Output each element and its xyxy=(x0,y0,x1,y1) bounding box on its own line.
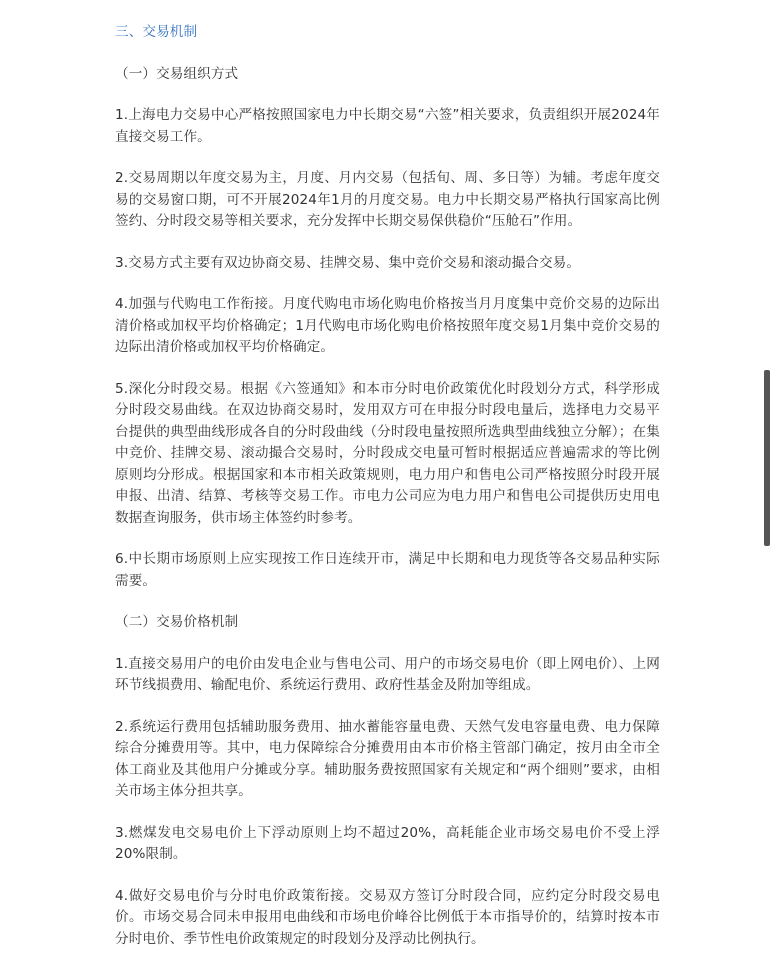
paragraph-price-3: 3.燃煤发电交易电价上下浮动原则上均不超过20%，高耗能企业市场交易电价不受上浮20%限制。 xyxy=(115,824,660,862)
scrollbar-thumb[interactable] xyxy=(764,370,770,546)
paragraph-org-3: 3.交易方式主要有双边协商交易、挂牌交易、集中竞价交易和滚动撮合交易。 xyxy=(115,254,581,271)
paragraph-price-4: 4.做好交易电价与分时电价政策衔接。交易双方签订分时段合同，应约定分时段交易电价。市场交易合同未申报用电曲线和市场电价峰谷比例低于本市指导价的，结算时按本市分时电价、季节性电价政策规定的时段划分及浮动比例执行。 xyxy=(115,887,660,947)
paragraph-org-6: 6.中长期市场原则上应实现按工作日连续开市，满足中长期和电力现货等各交易品种实际需要。 xyxy=(115,551,660,589)
article-body xyxy=(115,22,660,970)
paragraph-price-2: 2.系统运行费用包括辅助服务费用、抽水蓄能容量电费、天然气发电容量电费、电力保障综合分摊费用等。其中，电力保障综合分摊费用由本市价格主管部门确定，按月由全市全体工商业及其他用户分摊或分享。辅助服务费按照国家有关规定和“两个细则”要求，由相关市场主体分担共享。 xyxy=(115,718,660,799)
paragraph-org-2: 2.交易周期以年度交易为主，月度、月内交易（包括旬、周、多日等）为辅。考虑年度交易的交易窗口期，可不开展2024年1月的月度交易。电力中长期交易严格执行国家高比例签约、分时段交易等相关要求，充分发挥中长期交易保供稳价“压舱石”作用。 xyxy=(115,170,660,229)
subsection-title-pricing: （二）交易价格机制 xyxy=(115,614,239,630)
paragraph-org-1: 1.上海电力交易中心严格按照国家电力中长期交易“六签”相关要求，负责组织开展2024年直接交易工作。 xyxy=(115,107,660,145)
paragraph-price-1: 1.直接交易用户的电价由发电企业与售电公司、用户的市场交易电价（即上网电价）、上网环节线损费用、输配电价、系统运行费用、政府性基金及附加等组成。 xyxy=(115,655,660,693)
section-title: 三、交易机制 xyxy=(115,24,198,40)
paragraph-org-5: 5.深化分时段交易。根据《六签通知》和本市分时电价政策优化时段划分方式，科学形成分时段交易曲线。在双边协商交易时，发用双方可在申报分时段电量后，选择电力交易平台提供的典型曲线形成各自的分时段曲线（分时段电量按照所选典型曲线独立分解）；在集中竞价、挂牌交易、滚动撮合交易时，分时段成交电量可暂时根据适应普遍需求的等比例原则均分形成。根据国家和本市相关政策规则，电力用户和售电公司严格按照分时段开展申报、出清、结算、考核等交易工作。市电力公司应为电力用户和售电公司提供历史用电数据查询服务，供市场主体签约时参考。 xyxy=(115,380,660,526)
subsection-title-organization: （一）交易组织方式 xyxy=(115,65,239,82)
paragraph-org-4: 4.加强与代购电工作衔接。月度代购电市场化购电价格按当月月度集中竞价交易的边际出清价格或加权平均价格确定；1月代购电市场化购电价格按照年度交易1月集中竞价交易的边际出清价格或加权平均价格确定。 xyxy=(115,296,660,355)
